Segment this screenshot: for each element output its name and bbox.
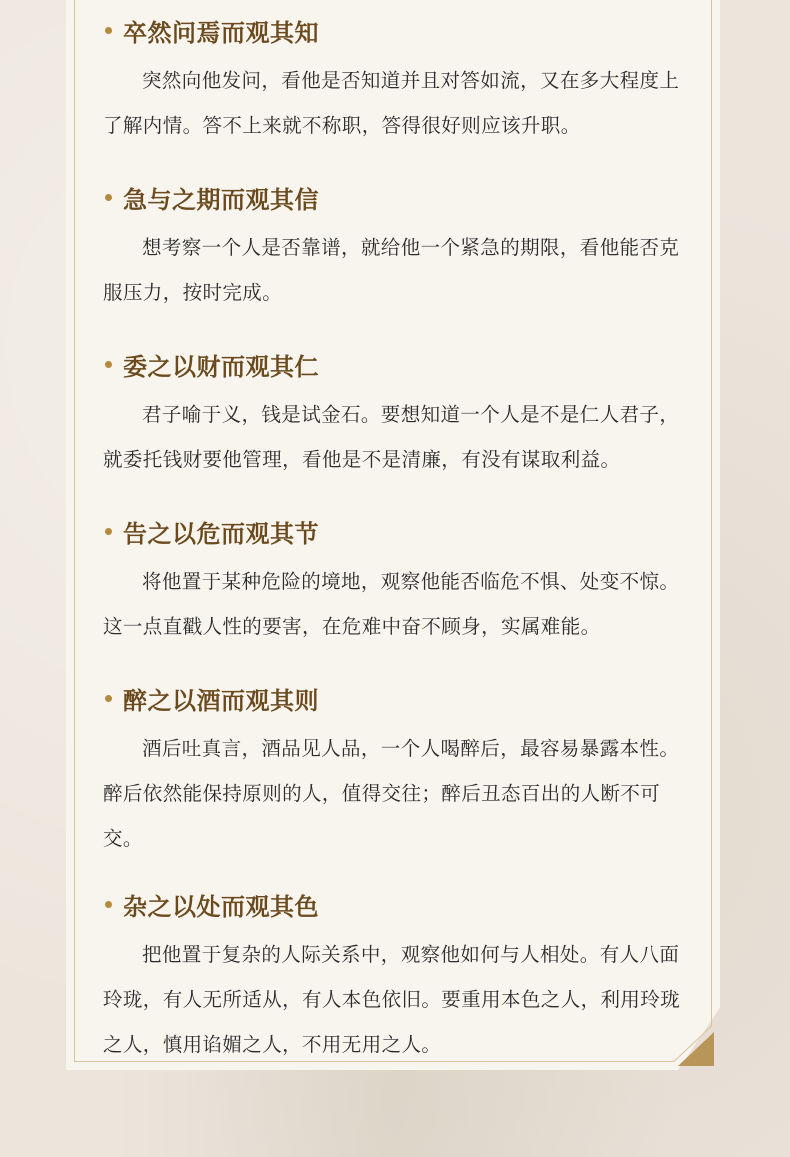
section-text: 突然向他发问，看他是否知道并且对答如流，又在多大程度上了解内情。答不上来就不称职，答得很好则应该升职。: [103, 69, 680, 137]
section-xin: [103, 177, 693, 315]
section-heading: [103, 678, 693, 718]
section-title: 委之以财而观其仁: [123, 351, 319, 381]
section-heading: [103, 884, 693, 924]
section-text: 把他置于复杂的人际关系中，观察他如何与人相处。有人八面玲珑，有人无所适从，有人本色依旧。要重用本色之人，利用玲珑之人，慎用谄媚之人，不用无用之人。: [103, 943, 681, 1056]
section-jie: [103, 511, 693, 649]
section-heading: [103, 344, 693, 384]
section-zhi: [103, 10, 693, 148]
bullet-icon: [105, 695, 112, 702]
section-heading: [103, 177, 693, 217]
article-body: [103, 10, 693, 1067]
section-text: 想考察一个人是否靠谱，就给他一个紧急的期限，看他能否克服压力，按时完成。: [103, 236, 680, 304]
section-title: 杂之以处而观其色: [123, 891, 319, 921]
section-title: 醉之以酒而观其则: [123, 685, 319, 715]
section-ren: [103, 344, 693, 482]
bullet-icon: [105, 901, 112, 908]
section-se: [103, 884, 693, 1067]
bullet-icon: [105, 528, 112, 535]
section-title: 告之以危而观其节: [123, 518, 319, 548]
section-text: 酒后吐真言，酒品见人品，一个人喝醉后，最容易暴露本性。醉后依然能保持原则的人，值得交往；醉后丑态百出的人断不可交。: [103, 737, 680, 850]
section-text: 君子喻于义，钱是试金石。要想知道一个人是不是仁人君子，就委托钱财要他管理，看他是不是清廉，有没有谋取利益。: [103, 403, 680, 471]
section-ze: [103, 678, 693, 861]
bullet-icon: [105, 194, 112, 201]
section-title: 急与之期而观其信: [123, 184, 319, 214]
section-text: 将他置于某种危险的境地，观察他能否临危不惧、处变不惊。这一点直戳人性的要害，在危难中奋不顾身，实属难能。: [103, 570, 680, 638]
section-heading: [103, 10, 693, 50]
bullet-icon: [105, 27, 112, 34]
section-heading: [103, 511, 693, 551]
bullet-icon: [105, 361, 112, 368]
section-title: 卒然问焉而观其知: [123, 17, 319, 47]
